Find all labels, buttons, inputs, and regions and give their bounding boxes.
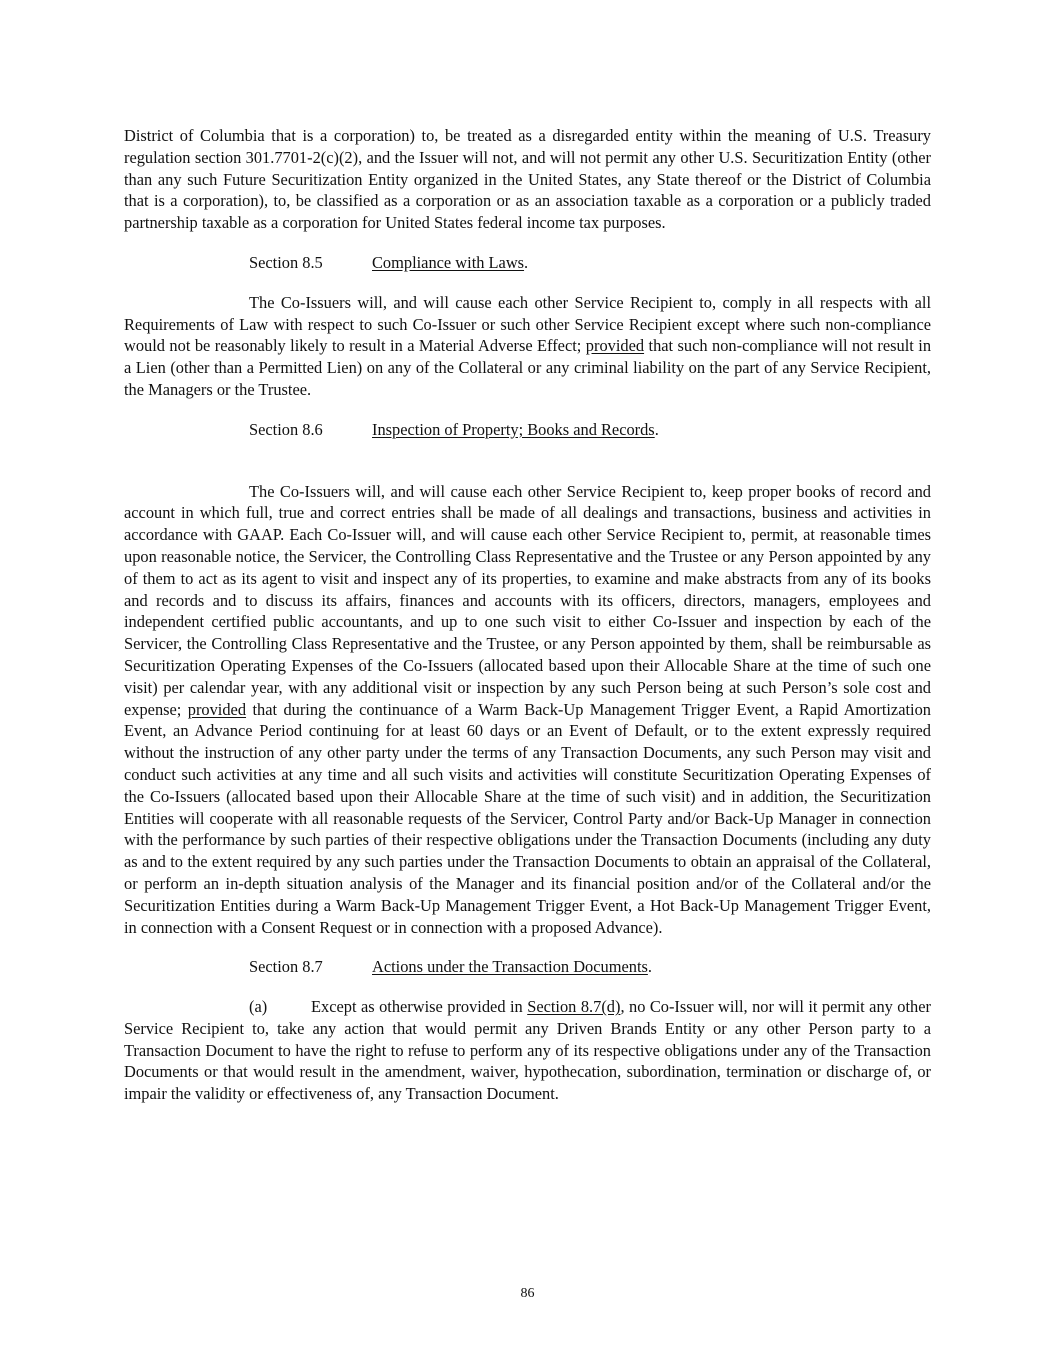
section-title-period: . bbox=[524, 252, 529, 272]
spacer bbox=[124, 459, 931, 481]
subsection-label: (a) bbox=[249, 997, 268, 1017]
continued-paragraph: District of Columbia that is a corporation) to, be treated as a disregarded entity within the meaning of U.S. Treasury regulation section 301.7701-2(c)(2), and the Issuer will not, and will not permit any other U.S. Securitization Entity (other than any such Future Securitization Entity organized in the United States, any State thereof or the District of Columbia that is a corporation), to, be classified as a corporation or as an association taxable as a corporation or a publicly traded partnership taxable as a corporation for United States federal income tax purposes. bbox=[124, 126, 931, 233]
document-body bbox=[124, 125, 931, 1105]
section-number: Section 8.7 bbox=[249, 957, 323, 977]
section-8-6-paragraph bbox=[124, 481, 931, 939]
section-8-5-heading bbox=[124, 252, 931, 274]
page-number: 86 bbox=[520, 1286, 535, 1301]
paragraph-text: that such non-compliance will not result in a Lien (other than a Permitted Lien) on any of the Collateral or any criminal liability on the part of any Service Recipient, the Managers or the Trustee. bbox=[124, 336, 932, 399]
section-8-7-a-paragraph bbox=[124, 996, 931, 1105]
paragraph-text: , no Co-Issuer will, nor will it permit any other Service Recipient to, take any action that would permit any Driven Brands Entity or any other Person party to a Transaction Document to have the right to refuse to perform any of its respective obligations under any of the Transaction Documents or that would result in the amendment, waiver, hypothecation, subordination, termination or discharge of, or impair the validity or effectiveness of, any Transaction Document. bbox=[124, 997, 931, 1104]
section-title-period: . bbox=[654, 419, 659, 439]
section-title-period: . bbox=[647, 957, 652, 977]
section-reference-link: Section 8.7(d) bbox=[527, 997, 621, 1017]
paragraph-text: Except as otherwise provided in bbox=[311, 997, 528, 1017]
section-title: Compliance with Laws bbox=[372, 252, 525, 272]
provided-term: provided bbox=[585, 336, 645, 356]
paragraph-text: The Co-Issuers will, and will cause each other Service Recipient to, keep proper books of record and account in which full, true and correct entries shall be made of all dealings and transactions, business and activities in accordance with GAAP. Each Co-Issuer will, and will cause each other Service Recipient to, permit, at reasonable times upon reasonable notice, the Servicer, the Controlling Class Representative and the Trustee or any Person appointed by any of them to act as its agent to visit and inspect any of its properties, to examine and make abstracts from any of its books and records and to discuss its affairs, finances and accounts with its officers, directors, managers, employees and independent certified public accountants, and up to one such visit to either Co-Issuer and inspection by each of the Servicer, the Controlling Class Representative and the Trustee, or any Person appointed by them, shall be reimbursable as Securitization Operating Expenses of the Co-Issuers (allocated based upon their Allocable Share at the time of such one visit) per calendar year, with any additional visit or inspection by any such Person being at such Person’s sole cost and expense; bbox=[124, 481, 931, 719]
provided-term: provided bbox=[187, 699, 247, 719]
section-number: Section 8.5 bbox=[249, 252, 323, 272]
paragraph-text: that during the continuance of a Warm Back-Up Management Trigger Event, a Rapid Amortization Event, an Advance Period continuing for at least 60 days or an Event of Default, or to the extent expressly required without the instruction of any other party under the terms of any Transaction Documents, any such Person may visit and conduct such activities at any time and all such visits and activities will constitute Securitization Operating Expenses of the Co-Issuers (allocated based upon their Allocable Share at the time of such visit) and in addition, the Securitization Entities will cooperate with all reasonable requests of the Servicer, Control Party and/or Back-Up Manager in connection with the performance by such parties of their respective obligations under the Transaction Documents (including any duty as and to the extent required by any such parties under the Transaction Documents to obtain an appraisal of the Collateral, or perform an in-depth situation analysis of the Manager and its financial position and/or of the Collateral and/or the Securitization Entities during a Warm Back-Up Management Trigger Event, a Hot Back-Up Management Trigger Event, in connection with a Consent Request or in connection with a proposed Advance). bbox=[124, 699, 931, 937]
paragraph-text: The Co-Issuers will, and will cause each other Service Recipient to, comply in all respects with all Requirements of Law with respect to such Co-Issuer or such other Service Recipient except where such non-compliance would not be reasonably likely to result in a Material Adverse Effect; bbox=[124, 292, 931, 356]
section-number: Section 8.6 bbox=[249, 419, 323, 439]
section-8-6-heading bbox=[124, 419, 931, 441]
section-title: Inspection of Property; Books and Records bbox=[372, 419, 655, 439]
section-8-7-heading bbox=[124, 956, 931, 978]
section-8-5-paragraph bbox=[124, 292, 931, 401]
section-title: Actions under the Transaction Documents bbox=[372, 957, 648, 977]
